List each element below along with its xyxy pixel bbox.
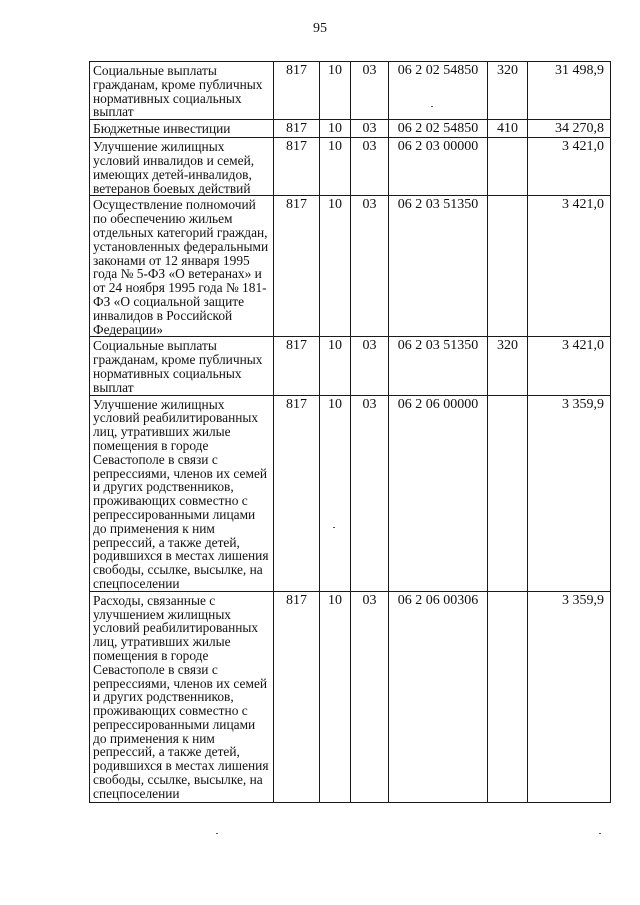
expense-type-cell [488, 196, 528, 337]
target-article-cell: 06 2 03 51350 [389, 337, 488, 395]
table-row [90, 337, 611, 395]
table-row [90, 62, 611, 120]
amount-cell: 31 498,9 [528, 62, 611, 120]
admin-code-cell: 817 [274, 591, 320, 802]
table-row [90, 395, 611, 591]
amount-cell: 3 421,0 [528, 138, 611, 196]
amount-cell: 3 421,0 [528, 196, 611, 337]
subsection-cell: 03 [351, 138, 389, 196]
page-number: 95 [313, 21, 327, 36]
expense-type-cell: 410 [488, 120, 528, 138]
admin-code-cell: 817 [274, 395, 320, 591]
amount-cell: 34 270,8 [528, 120, 611, 138]
table-row [90, 591, 611, 802]
expense-name-cell: Социальные выплаты гражданам, кроме публичных нормативных социальных выплат [90, 337, 274, 395]
expense-name-cell: Улучшение жилищных условий инвалидов и семей, имеющих детей-инвалидов, ветеранов боевых действий [90, 138, 274, 196]
subsection-cell: 03 [351, 591, 389, 802]
expense-name-cell: Социальные выплаты гражданам, кроме публичных нормативных социальных выплат [90, 62, 274, 120]
admin-code-cell: 817 [274, 138, 320, 196]
expense-name-cell: Осуществление полномочий по обеспечению жильем отдельных категорий граждан, установленных федеральными законами от 12 января 1995 года № 5-ФЗ «О ветеранах» и от 24 ноября 1995 года № 181-ФЗ «О социальной защите инвалидов в Российской Федерации» [90, 196, 274, 337]
amount-cell: 3 359,9 [528, 591, 611, 802]
scan-speck [599, 833, 601, 834]
target-article-cell: 06 2 06 00000 [389, 395, 488, 591]
table-row [90, 120, 611, 138]
target-article-cell: 06 2 02 54850 [389, 62, 488, 120]
scan-speck [333, 527, 335, 528]
target-article-cell: 06 2 03 51350 [389, 196, 488, 337]
expense-name-cell: Улучшение жилищных условий реабилитированных лиц, утративших жилые помещения в городе Севастополе в связи с репрессиями, членов их семей и других родственников, проживающих совместно с репрессированными лицами до применения к ним репрессий, а также детей, родившихся в местах лишения свободы, ссылке, высылке, на спецпоселении [90, 395, 274, 591]
expense-type-cell [488, 138, 528, 196]
scan-speck [431, 106, 433, 107]
target-article-cell: 06 2 02 54850 [389, 120, 488, 138]
expense-type-cell: 320 [488, 337, 528, 395]
table-row [90, 196, 611, 337]
subsection-cell: 03 [351, 395, 389, 591]
section-cell: 10 [320, 120, 351, 138]
expense-type-cell [488, 395, 528, 591]
subsection-cell: 03 [351, 62, 389, 120]
admin-code-cell: 817 [274, 120, 320, 138]
section-cell: 10 [320, 196, 351, 337]
amount-cell: 3 359,9 [528, 395, 611, 591]
admin-code-cell: 817 [274, 196, 320, 337]
subsection-cell: 03 [351, 120, 389, 138]
expense-type-cell: 320 [488, 62, 528, 120]
section-cell: 10 [320, 62, 351, 120]
admin-code-cell: 817 [274, 62, 320, 120]
expense-name-cell: Бюджетные инвестиции [90, 120, 274, 138]
admin-code-cell: 817 [274, 337, 320, 395]
expense-type-cell [488, 591, 528, 802]
subsection-cell: 03 [351, 337, 389, 395]
table-row [90, 138, 611, 196]
budget-table [89, 61, 611, 803]
section-cell: 10 [320, 138, 351, 196]
section-cell: 10 [320, 395, 351, 591]
amount-cell: 3 421,0 [528, 337, 611, 395]
section-cell: 10 [320, 591, 351, 802]
scan-speck [216, 833, 218, 834]
target-article-cell: 06 2 06 00306 [389, 591, 488, 802]
subsection-cell: 03 [351, 196, 389, 337]
expense-name-cell: Расходы, связанные с улучшением жилищных условий реабилитированных лиц, утративших жилые помещения в городе Севастополе в связи с репрессиями, членов их семей и других родственников, проживающих совместно с репрессированными лицами до применения к ним репрессий, а также детей, родившихся в местах лишения свободы, ссылке, высылке, на спецпоселении [90, 591, 274, 802]
section-cell: 10 [320, 337, 351, 395]
target-article-cell: 06 2 03 00000 [389, 138, 488, 196]
